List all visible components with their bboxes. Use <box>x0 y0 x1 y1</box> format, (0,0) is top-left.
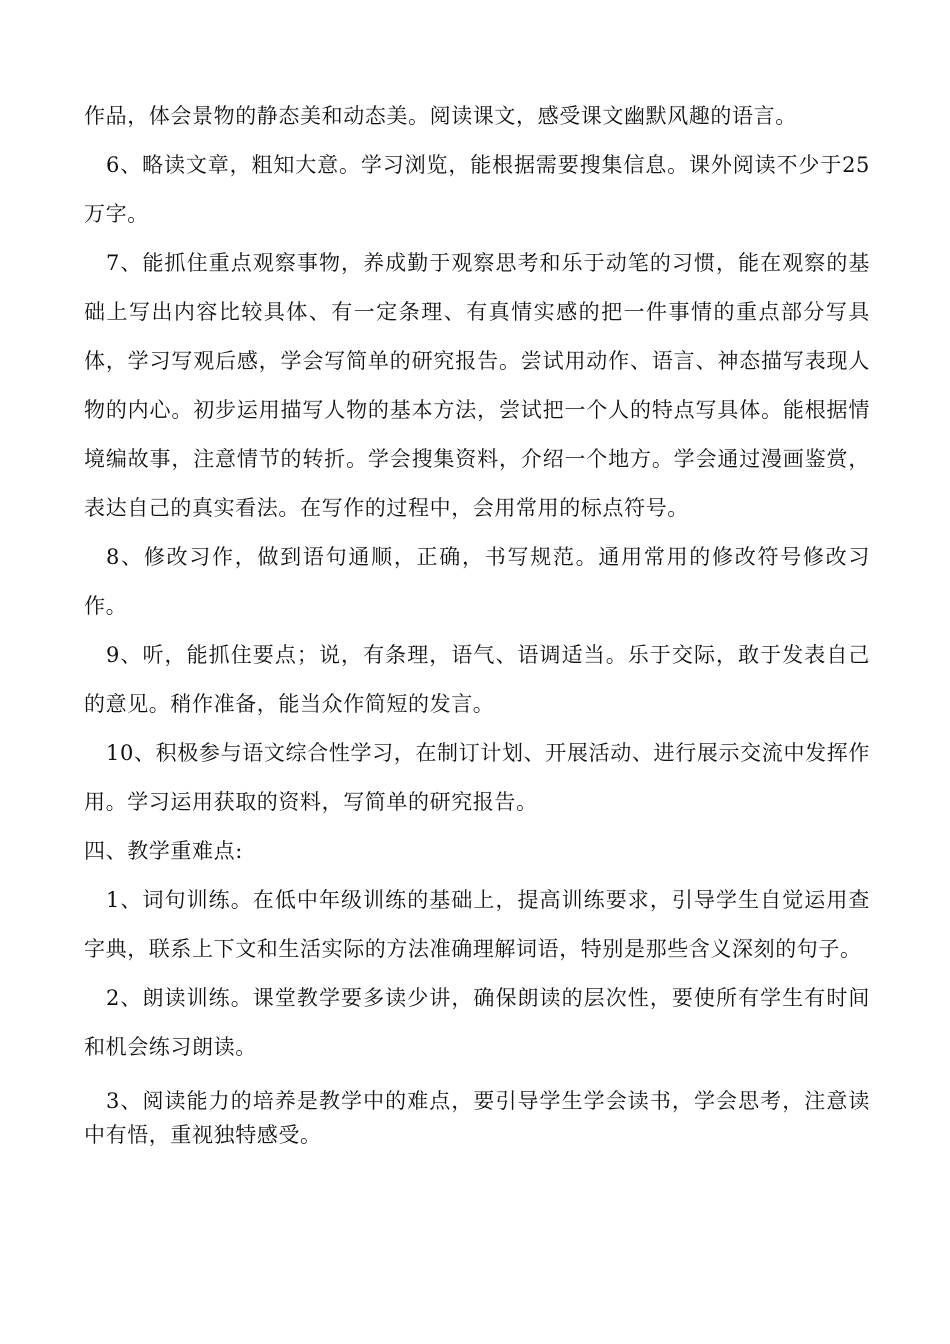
paragraph-item-6: 6、略读文章，粗知大意。学习浏览，能根据需要搜集信息。课外阅读不少于25万字。 <box>84 153 870 226</box>
paragraph-item-7: 7、能抓住重点观察事物，养成勤于观察思考和乐于动笔的习惯，能在观察的基础上写出内容比较具体、有一定条理、有真情实感的把一件事情的重点部分写具体，学习写观后感，学会写简单的研究报告。尝试用动作、语言、神态描写表现人物的内心。初步运用描写人物的基本方法，尝试把一个人的特点写具体。能根据情境编故事，注意情节的转折。学会搜集资料，介绍一个地方。学会通过漫画鉴赏，表达自己的真实看法。在写作的过程中，会用常用的标点符号。 <box>84 251 870 520</box>
paragraph-difficulty-3: 3、阅读能力的培养是教学中的难点，要引导学生学会读书，学会思考，注意读中有悟，重视独特感受。 <box>84 1089 870 1147</box>
paragraph-difficulty-1: 1、词句训练。在低中年级训练的基础上，提高训练要求，引导学生自觉运用查字典，联系上下文和生活实际的方法准确理解词语，特别是那些含义深刻的句子。 <box>84 888 870 961</box>
paragraph-difficulty-2: 2、朗读训练。课堂教学要多读少讲，确保朗读的层次性，要使所有学生有时间和机会练习朗读。 <box>84 986 870 1059</box>
section-heading: 四、教学重难点: <box>84 839 243 863</box>
paragraph-continuation: 作品，体会景物的静态美和动态美。阅读课文，感受课文幽默风趣的语言。 <box>84 104 797 128</box>
paragraph-item-10: 10、积极参与语文综合性学习，在制订计划、开展活动、进行展示交流中发挥作用。学习运用获取的资料，写简单的研究报告。 <box>84 741 870 814</box>
document-page <box>84 92 870 1152</box>
paragraph-item-8: 8、修改习作，做到语句通顺，正确，书写规范。通用常用的修改符号修改习作。 <box>84 545 870 618</box>
paragraph-item-9: 9、听，能抓住要点；说，有条理，语气、语调适当。乐于交际，敢于发表自己的意见。稍作准备，能当众作简短的发言。 <box>84 643 870 716</box>
